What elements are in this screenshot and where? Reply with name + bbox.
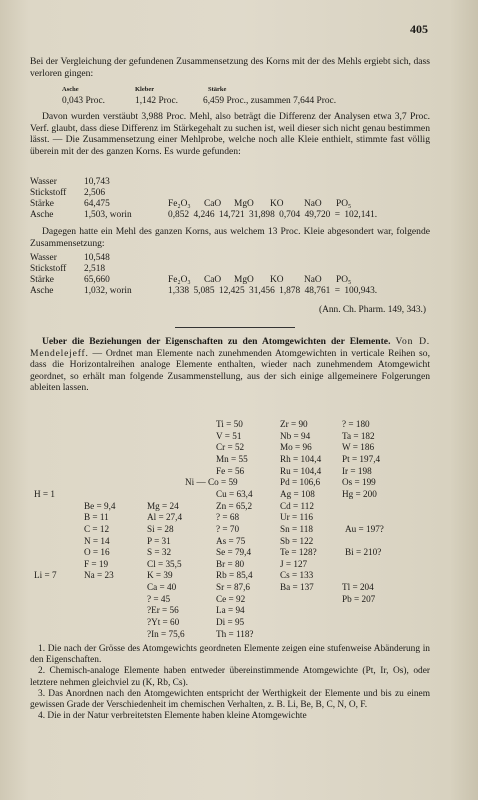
element-col4-0: Zr = 90 [280, 419, 308, 429]
element-col4-11: Te = 128? [280, 547, 317, 558]
element-col4-2: Mo = 96 [280, 442, 312, 453]
paragraph-2: Davon wurden verstäubt 3,988 Proc. Mehl, also beträgt die Differenz der Analysen etwa 3,7 Proc. Verf. glaubt, dass diese Differenz im Stärkegehalt zu suchen ist, weil dieser sich nicht genau bestimmen lässt. — Die Zusammensetzung einer Mehlprobe, welche noch alle Kleie enthielt, stimmte fast völlig überein mit der des ganzen Korns. Es wurde gefunden: [30, 111, 430, 157]
element-col4-8: Ur = 116 [280, 512, 313, 523]
t1-oxide-0: Fe₂O₃ [168, 199, 191, 209]
t2-oxide-1: CaO [204, 275, 222, 285]
loss-value-starch: 6,459 Proc., zusammen 7,644 Proc. [203, 96, 337, 106]
element-col2-0: Mg = 24 [147, 500, 179, 511]
t2-oxide-3: KO [270, 275, 284, 285]
t1-oxide-1: CaO [204, 199, 222, 209]
element-col3-11: Se = 79,4 [216, 547, 252, 558]
element-col2-10: ?Yt = 60 [147, 617, 180, 628]
t1-label-1: Stickstoff [30, 188, 67, 198]
t1-value-0: 10,743 [84, 177, 110, 187]
t1-value-2: 64,475 [84, 199, 110, 209]
conclusion-1: 1. Die nach der Grösse des Atomgewichts geordneten Elemente zeigen eine stufenweise Abänderung in den Eigenschaften. [30, 644, 430, 666]
t2-label-3: Asche [30, 286, 54, 296]
element-bi: Bi = 210? [345, 547, 382, 558]
loss-header-ash: Asche [62, 86, 79, 93]
element-col3-0: Ti = 50 [216, 419, 243, 429]
element-col3-9: ? = 70 [216, 523, 240, 534]
loss-header-gluten: Kleber [135, 86, 155, 93]
paragraph-3: Dagegen hatte ein Mehl des ganzen Korns, aus welchem 13 Proc. Kleie abgesondert war, folgende Zusammensetzung: [30, 226, 430, 249]
element-col3-6: Cu = 63,4 [216, 488, 253, 499]
t2-value-3: 1,032, worin [84, 286, 132, 296]
conclusion-4: 4. Die in der Natur verbreitetsten Elemente haben kleine Atomgewichte [38, 711, 307, 722]
intro-paragraph: Bei der Vergleichung der gefundenen Zusammensetzung des Korns mit der des Mehls ergiebt sich, dass verloren gingen: [30, 56, 430, 79]
loss-value-ash: 0,043 Proc. [62, 96, 105, 106]
element-col4-9: Sn = 118 [280, 523, 313, 534]
citation: (Ann. Ch. Pharm. 149, 343.) [318, 305, 426, 315]
t2-label-2: Stärke [30, 275, 54, 285]
element-col3-13: Rb = 85,4 [216, 570, 253, 581]
t2-oxide-2: MgO [234, 275, 254, 285]
element-col2-6: K = 39 [147, 570, 173, 581]
element-col3-16: La = 94 [216, 605, 245, 616]
element-col3-5: Ni — Co = 59 [185, 477, 238, 488]
element-col3-1: V = 51 [216, 430, 242, 441]
element-col4-7: Cd = 112 [280, 500, 314, 511]
element-col5-5: Os = 199 [342, 477, 376, 488]
element-col3-7: Zn = 65,2 [216, 500, 253, 511]
t2-oxide-values: 1,338 5,085 12,425 31,456 1,878 48,761 = 100,943. [168, 286, 378, 296]
element-col3-12: Br = 80 [216, 558, 245, 569]
element-col1-6: Na = 23 [84, 570, 114, 581]
t1-oxide-values: 0,852 4,246 14,721 31,898 0,704 49,720 = 102,141. [168, 210, 378, 220]
article-paragraph [30, 336, 430, 394]
page-number: 405 [410, 22, 428, 36]
section-divider [175, 327, 295, 328]
element-col4-4: Ru = 104,4 [280, 465, 322, 476]
element-col5-0: ? = 180 [342, 419, 370, 429]
conclusion-3: 3. Das Anordnen nach den Atomgewichten entspricht der Werthigkeit der Elemente und bis zu einem gewissen Grade der Verschiedenheit im chemischen Verhalten, z. B. Li, Be, B, C, N, O, F. [30, 688, 430, 711]
element-col1-1: B = 11 [84, 512, 109, 523]
element-col5-1: Ta = 182 [342, 430, 375, 441]
t1-value-3: 1,503, worin [84, 210, 132, 220]
element-col4-5: Pd = 106,6 [280, 477, 321, 488]
element-col1-2: C = 12 [84, 523, 110, 534]
t2-label-0: Wasser [30, 253, 57, 263]
article-title: Ueber die Beziehungen der Eigenschaften zu den Atomgewichten der Elemente. [42, 336, 391, 347]
t1-oxide-2: MgO [234, 199, 254, 209]
conclusion-2: 2. Chemisch-analoge Elemente haben entweder übereinstimmende Atomgewichte (Pt, Ir, Os), oder letztere nehmen gleichviel zu (K, Rb, Cs). [30, 666, 430, 688]
element-col1-3: N = 14 [84, 535, 110, 546]
element-col2-7: Ca = 40 [147, 582, 177, 593]
element-col2-4: S = 32 [147, 547, 172, 558]
element-col4-13: Cs = 133 [280, 570, 314, 581]
element-col4-6: Ag = 108 [280, 488, 315, 499]
element-col4-12: J = 127 [280, 558, 308, 569]
element-col4-10: Sb = 122 [280, 535, 314, 546]
t2-value-0: 10,548 [84, 253, 110, 263]
element-col2-2: Si = 28 [147, 523, 174, 534]
t2-oxide-0: Fe₂O₃ [168, 275, 191, 285]
conclusions-list [30, 644, 430, 722]
t2-oxide-4: NaO [304, 275, 322, 285]
element-li: Li = 7 [34, 570, 57, 581]
article-body: — Ordnet man Elemente nach zunehmenden Atomgewichten in verticale Reihen so, dass die Horizontalreihen analoge Elemente enthalten, wieder nach zunehmendem Atomgewicht geordnet, so erhält man folgende Zusammenstellung, aus der sich einige allgemeinere Folgerungen ableiten lassen. [30, 347, 430, 394]
article-author: Von D. Mendelejeff. [30, 336, 430, 359]
loss-header-starch: Stärke [208, 86, 227, 93]
element-col4-14: Ba = 137 [280, 582, 314, 593]
element-col3-18: Th = 118? [216, 628, 254, 639]
t1-value-1: 2,506 [84, 188, 106, 198]
element-h: H = 1 [34, 488, 56, 499]
element-col5-3: Pt = 197,4 [342, 453, 381, 464]
element-au: Au = 197? [345, 523, 384, 534]
element-col1-5: F = 19 [84, 558, 109, 569]
t1-label-3: Asche [30, 210, 54, 220]
t1-label-0: Wasser [30, 177, 57, 187]
element-col3-10: As = 75 [216, 535, 246, 546]
element-col5-2: W = 186 [342, 442, 375, 453]
element-pb: Pb = 207 [342, 593, 376, 604]
t1-label-2: Stärke [30, 199, 54, 209]
element-col3-17: Di = 95 [216, 617, 245, 628]
t2-value-2: 65,660 [84, 275, 110, 285]
t1-oxide-3: KO [270, 199, 284, 209]
loss-value-gluten: 1,142 Proc. [135, 96, 178, 106]
element-col1-0: Be = 9,4 [84, 500, 116, 511]
element-col3-14: Sr = 87,6 [216, 582, 251, 593]
element-col2-9: ?Er = 56 [147, 605, 179, 616]
element-col3-15: Ce = 92 [216, 593, 246, 604]
element-col2-5: Cl = 35,5 [147, 558, 182, 569]
element-col5-6: Hg = 200 [342, 488, 377, 499]
element-tl: Tl = 204 [342, 582, 374, 593]
t2-oxide-5: PO₅ [336, 275, 352, 285]
element-col3-4: Fe = 56 [216, 465, 245, 476]
element-col3-8: ? = 68 [216, 512, 240, 523]
t2-value-1: 2,518 [84, 264, 106, 274]
element-col2-1: Al = 27,4 [147, 512, 183, 523]
element-col1-4: O = 16 [84, 547, 110, 558]
element-col4-1: Nb = 94 [280, 430, 311, 441]
element-col2-11: ?In = 75,6 [147, 628, 185, 639]
element-col4-3: Rh = 104,4 [280, 453, 322, 464]
t1-oxide-5: PO₅ [336, 199, 352, 209]
element-col2-8: ? = 45 [147, 593, 171, 604]
t2-label-1: Stickstoff [30, 264, 67, 274]
element-col3-2: Cr = 52 [216, 442, 245, 453]
element-col2-3: P = 31 [147, 535, 171, 546]
t1-oxide-4: NaO [304, 199, 322, 209]
element-col5-4: Ir = 198 [342, 465, 372, 476]
element-col3-3: Mn = 55 [216, 453, 248, 464]
